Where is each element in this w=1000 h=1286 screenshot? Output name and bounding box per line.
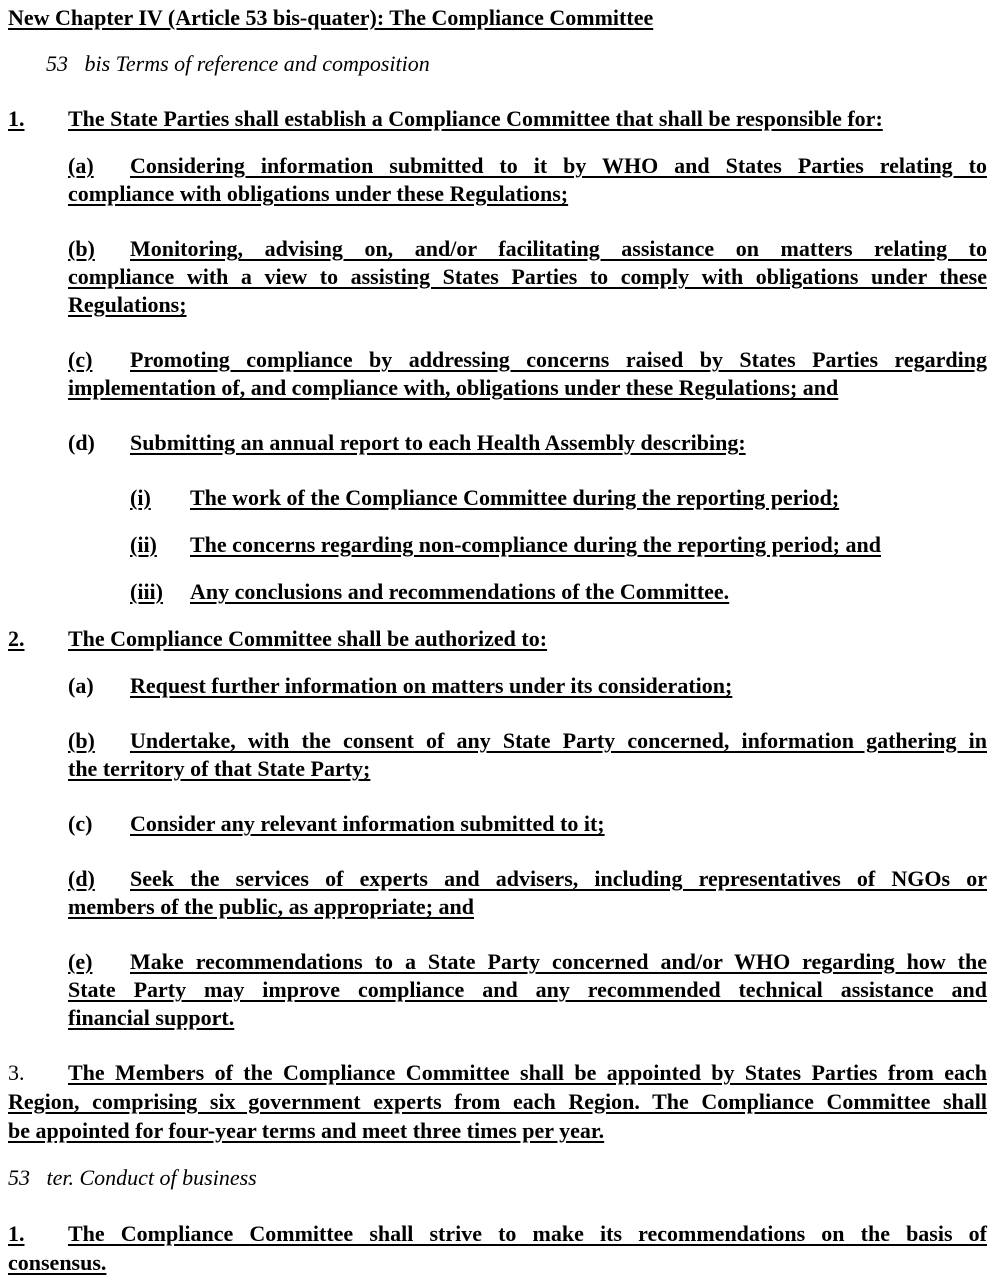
paragraph-3-text: be appointed for four-year terms and meet three times per year. <box>8 1118 605 1143</box>
paragraph-text: The Compliance Committee shall strive to make its recommendations on the basis of <box>68 1221 987 1246</box>
item-label: (c) <box>68 347 93 372</box>
item-text: Regulations; <box>68 292 187 317</box>
section-heading-53bis <box>46 50 430 78</box>
paragraph-3-text: The Members of the Compliance Committee shall be appointed by States Parties from each <box>68 1060 987 1085</box>
item-label: (b) <box>68 728 95 753</box>
item-text: Monitoring, advising on, and/or facilitating assistance on matters relating to <box>130 236 987 261</box>
item-text: the territory of that State Party; <box>68 756 371 781</box>
item-label: (e) <box>68 949 93 974</box>
item-label: (a) <box>68 153 94 178</box>
subitem-text: The concerns regarding non-compliance during the reporting period; and <box>190 532 881 557</box>
item-label: (d) <box>68 430 95 455</box>
item-label: (c) <box>68 811 93 836</box>
item-text: members of the public, as appropriate; and <box>68 894 474 919</box>
item-label: (a) <box>68 673 94 698</box>
subitem-text: Any conclusions and recommendations of the Committee. <box>190 579 730 604</box>
item-text: Request further information on matters under its consideration; <box>130 673 733 698</box>
item-text: implementation of, and compliance with, obligations under these Regulations; and <box>68 375 839 400</box>
paragraph-1-intro <box>8 105 883 133</box>
item-text: Make recommendations to a State Party concerned and/or WHO regarding how the <box>130 949 987 974</box>
item-label: (b) <box>68 236 95 261</box>
item-text: Seek the services of experts and advisers, including representatives of NGOs or <box>130 866 987 891</box>
paragraph-number: 1. <box>8 106 25 131</box>
item-text: State Party may improve compliance and any recommended technical assistance and <box>68 977 987 1002</box>
paragraph-number: 1. <box>8 1221 25 1246</box>
item-text: compliance with a view to assisting States Parties to comply with obligations under these <box>68 264 987 289</box>
paragraph-number: 3. <box>8 1060 25 1085</box>
paragraph-3-text: Region, comprising six government experts from each Region. The Compliance Committee shall <box>8 1089 987 1114</box>
section-title: ter. Conduct of business <box>46 1165 257 1190</box>
item-label: (d) <box>68 866 95 891</box>
item-text: Considering information submitted to it by WHO and States Parties relating to <box>130 153 987 178</box>
subitem-label: (ii) <box>130 532 157 557</box>
subitem-text: The work of the Compliance Committee during the reporting period; <box>190 485 840 510</box>
paragraph-text: The State Parties shall establish a Compliance Committee that shall be responsible for: <box>68 106 883 131</box>
section-title: bis Terms of reference and composition <box>84 51 430 76</box>
subitem-label: (iii) <box>130 579 163 604</box>
item-text: Undertake, with the consent of any State Party concerned, information gathering in <box>130 728 987 753</box>
item-text: Promoting compliance by addressing concerns raised by States Parties regarding <box>130 347 987 372</box>
paragraph-2-intro <box>8 625 547 653</box>
item-text: Submitting an annual report to each Health Assembly describing: <box>130 430 746 455</box>
item-text: compliance with obligations under these Regulations; <box>68 181 569 206</box>
item-text: Consider any relevant information submitted to it; <box>130 811 605 836</box>
paragraph-text: The Compliance Committee shall be authorized to: <box>68 626 548 651</box>
chapter-title: New Chapter IV (Article 53 bis-quater): The Compliance Committee <box>8 5 654 30</box>
section-heading-53ter <box>8 1164 257 1192</box>
paragraph-number: 2. <box>8 626 25 651</box>
section-number: 53 <box>8 1165 30 1190</box>
section-number: 53 <box>46 51 68 76</box>
subitem-label: (i) <box>130 485 151 510</box>
item-text: financial support. <box>68 1005 235 1030</box>
paragraph-text: consensus. <box>8 1250 107 1275</box>
